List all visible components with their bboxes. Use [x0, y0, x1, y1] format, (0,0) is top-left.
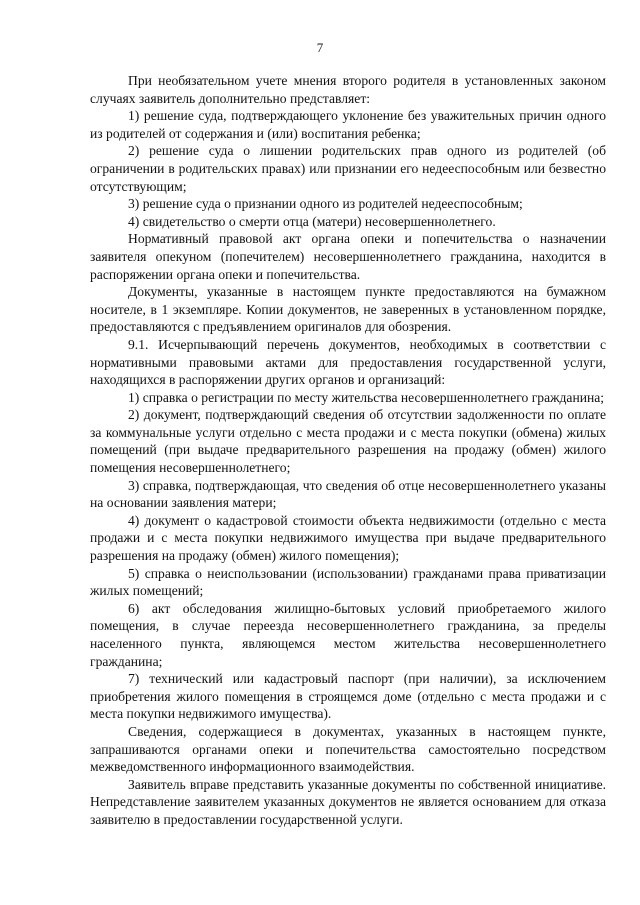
list-item-registration-certificate: 1) справка о регистрации по месту жительства несовершеннолетнего гражданина;	[128, 389, 605, 405]
list-item-court-decision-deprivation: 2) решение суда о лишении родительских прав одного из родителей (об ограничении в родительских правах) или признании его недееспособным или безвестно отсутствующим;	[90, 143, 606, 194]
list-item-utility-debt-document: 2) документ, подтверждающий сведения об отсутствии задолженности по оплате за коммунальные услуги отдельно с места продажи и с места покупки (обмена) жилых помещений (при выдаче предварительного разрешения на продажу (обмен) жилого помещения несовершеннолетнего;	[90, 407, 606, 476]
paragraph-documents-paper: Документы, указанные в настоящем пункте предоставляются на бумажном носителе, в 1 экземпляре. Копии документов, не заверенных в установленном порядке, предоставляются с предъявлением оригиналов для обозрения.	[90, 284, 606, 335]
paragraph-guardian-act: Нормативный правовой акт органа опеки и попечительства о назначении заявителя опекуном (попечителем) несовершеннолетнего гражданина, находится в распоряжении органа опеки и попечительства.	[90, 231, 606, 282]
list-item-cadastral-value-document: 4) документ о кадастровой стоимости объекта недвижимости (отдельно с места продажи и с места покупки недвижимого имущества при выдаче предварительного разрешения на продажу (обмен) жилого помещения);	[90, 512, 606, 564]
paragraph-intro-second-parent: При необязательном учете мнения второго родителя в установленных законом случаях заявитель дополнительно представляет:	[90, 73, 606, 106]
list-item-father-info-certificate: 3) справка, подтверждающая, что сведения об отце несовершеннолетнего указаны на основании заявления матери;	[90, 477, 606, 511]
list-item-technical-passport: 7) технический или кадастровый паспорт (при наличии), за исключением приобретения жилого помещения в строящемся доме (отдельно с места продажи и с места покупки недвижимого имущества).	[90, 671, 606, 722]
page-number: 7	[316, 40, 324, 55]
list-item-privatization-certificate: 5) справка о неиспользовании (использовании) гражданами права приватизации жилых помещений;	[90, 565, 606, 599]
paragraph-own-initiative: Заявитель вправе представить указанные документы по собственной инициативе. Непредставление заявителем указанных документов не является основанием для отказа заявителю в предоставлении государственной услуги.	[90, 776, 606, 827]
document-body	[90, 72, 606, 829]
list-item-court-decision-evasion: 1) решение суда, подтверждающего уклонение без уважительных причин одного из родителей от содержания и (или) воспитания ребенка;	[90, 108, 606, 141]
list-item-court-decision-incapacity: 3) решение суда о признании одного из родителей недееспособным;	[128, 196, 523, 212]
paragraph-section-9-1: 9.1. Исчерпывающий перечень документов, необходимых в соответствии с нормативными правовыми актами для предоставления государственной услуги, находящихся в распоряжении других органов и организаций:	[90, 336, 606, 388]
list-item-death-certificate: 4) свидетельство о смерти отца (матери) несовершеннолетнего.	[128, 213, 496, 229]
paragraph-interagency-request: Сведения, содержащиеся в документах, указанных в настоящем пункте, запрашиваются органами опеки и попечительства самостоятельно посредством межведомственного информационного взаимодействия.	[90, 723, 606, 775]
list-item-housing-inspection-act: 6) акт обследования жилищно-бытовых условий приобретаемого жилого помещения, в случае переезда несовершеннолетнего гражданина, за пределы населенного пункта, являющемся местом жительства несовершеннолетнего гражданина;	[90, 600, 606, 669]
